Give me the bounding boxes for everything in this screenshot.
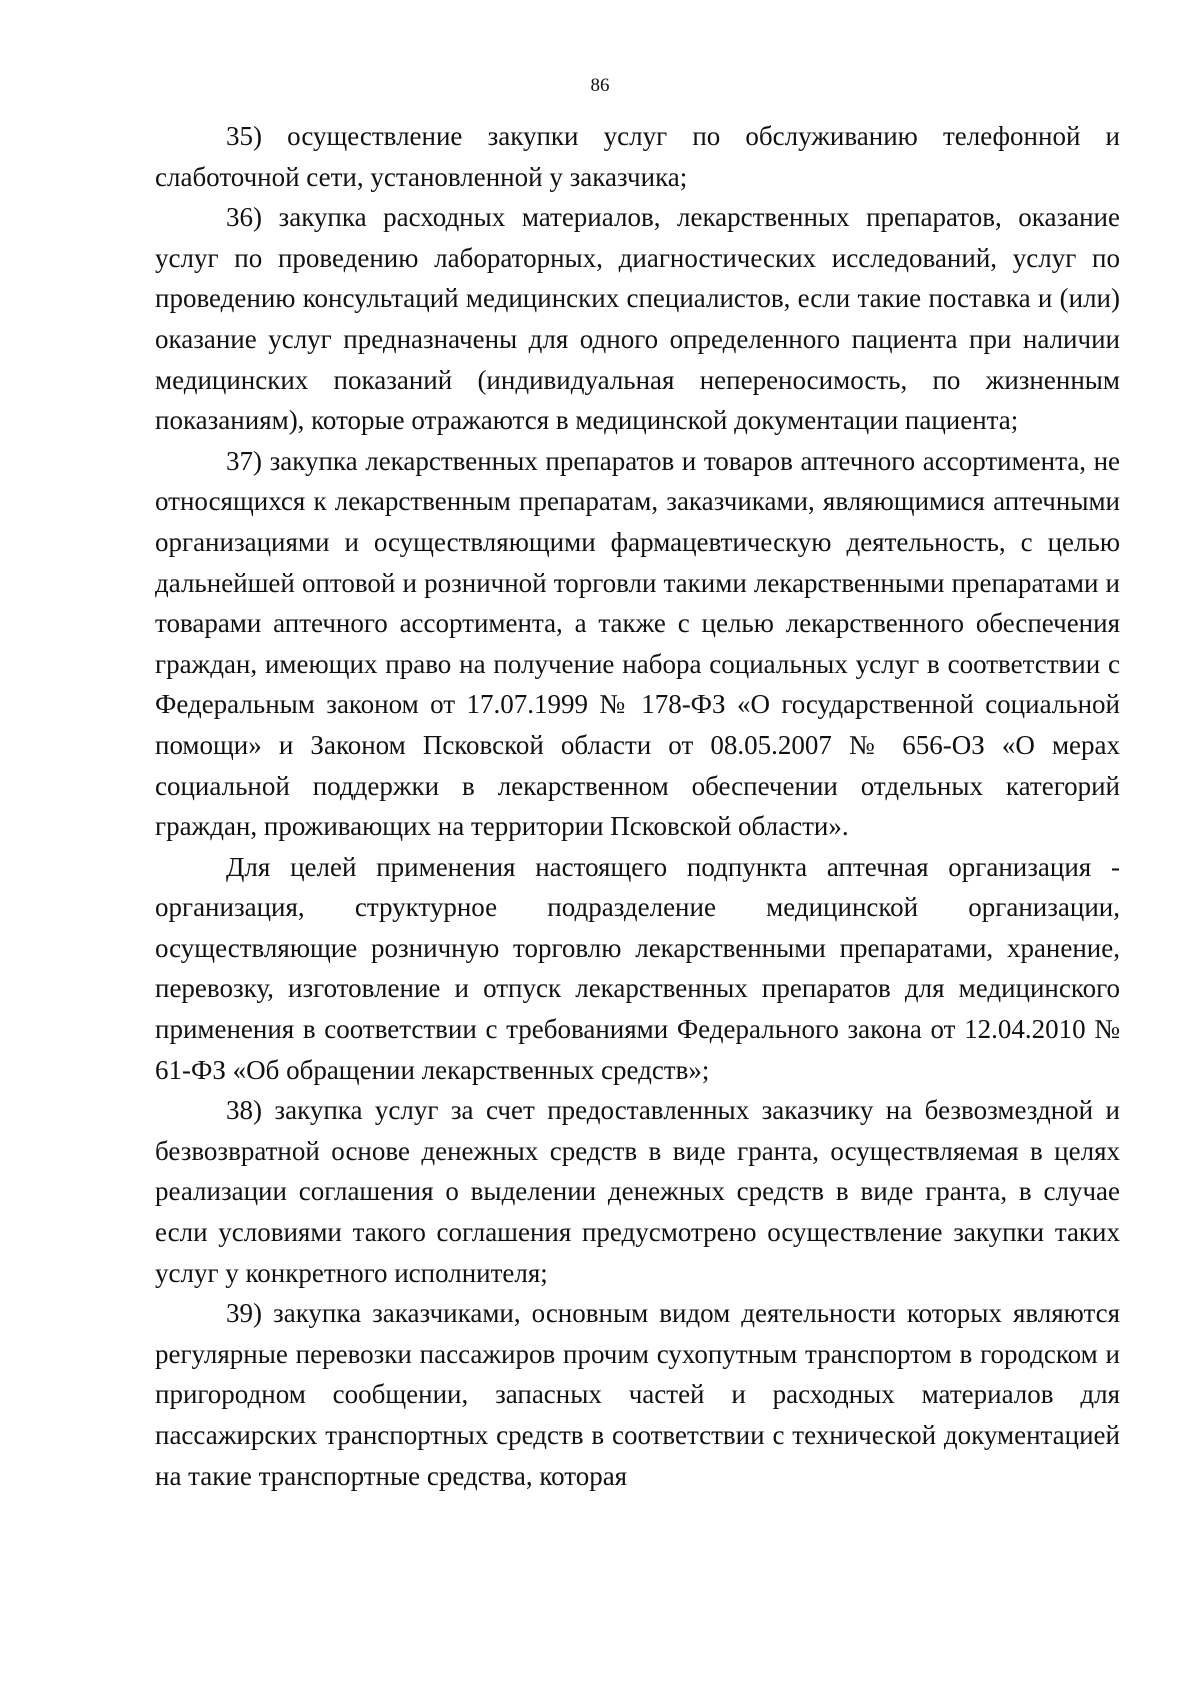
page-number: 86 <box>590 75 610 96</box>
paragraph-item-36: 36) закупка расходных материалов, лекарственных препаратов, оказание услуг по проведению лабораторных, диагностических исследований, услуг по проведению консультаций медицинских специалистов, если такие поставка и (или) оказание услуг предназначены для одного определенного пациента при наличии медицинских показаний (индивидуальная непереносимость, по жизненным показаниям), которые отражаются в медицинской документации пациента; <box>155 202 1120 436</box>
paragraph-item-37: 37) закупка лекарственных препаратов и товаров аптечного ассортимента, не относящихся к лекарственным препаратам, заказчиками, являющимися аптечными организациями и осуществляющими фармацевтическую деятельность, с целью дальнейшей оптовой и розничной торговли такими лекарственными препаратами и товарами аптечного ассортимента, а также с целью лекарственного обеспечения граждан, имеющих право на получение набора социальных услуг в соответствии с Федеральным законом от 17.07.1999 № 178-ФЗ «О государственной социальной помощи» и Законом Псковской области от 08.05.2007 № 656-ОЗ «О мерах социальной поддержки в лекарственном обеспечении отдельных категорий граждан, проживающих на территории Псковской области». <box>155 445 1120 842</box>
paragraph-item-35: 35) осуществление закупки услуг по обслуживанию телефонной и слаботочной сети, установленной у заказчика; <box>155 121 1120 192</box>
paragraph-item-38: 38) закупка услуг за счет предоставленных заказчику на безвозмездной и безвозвратной основе денежных средств в виде гранта, осуществляемая в целях реализации соглашения о выделении денежных средств в виде гранта, в случае если условиями такого соглашения предусмотрено осуществление закупки таких услуг у конкретного исполнителя; <box>155 1095 1120 1288</box>
paragraph-pharmacy-definition: Для целей применения настоящего подпункта аптечная организация - организация, структурное подразделение медицинской организации, осуществляющие розничную торговлю лекарственными препаратами, хранение, перевозку, изготовление и отпуск лекарственных препаратов для медицинского применения в соответствии с требованиями Федерального закона от 12.04.2010 № 61-ФЗ «Об обращении лекарственных средств»; <box>155 851 1120 1085</box>
document-body <box>155 116 1120 1496</box>
paragraph-item-39: 39) закупка заказчиками, основным видом деятельности которых являются регулярные перевозки пассажиров прочим сухопутным транспортом в городском и пригородном сообщении, запасных частей и расходных материалов для пассажирских транспортных средств в соответствии с технической документацией на такие транспортные средства, которая <box>155 1298 1120 1491</box>
